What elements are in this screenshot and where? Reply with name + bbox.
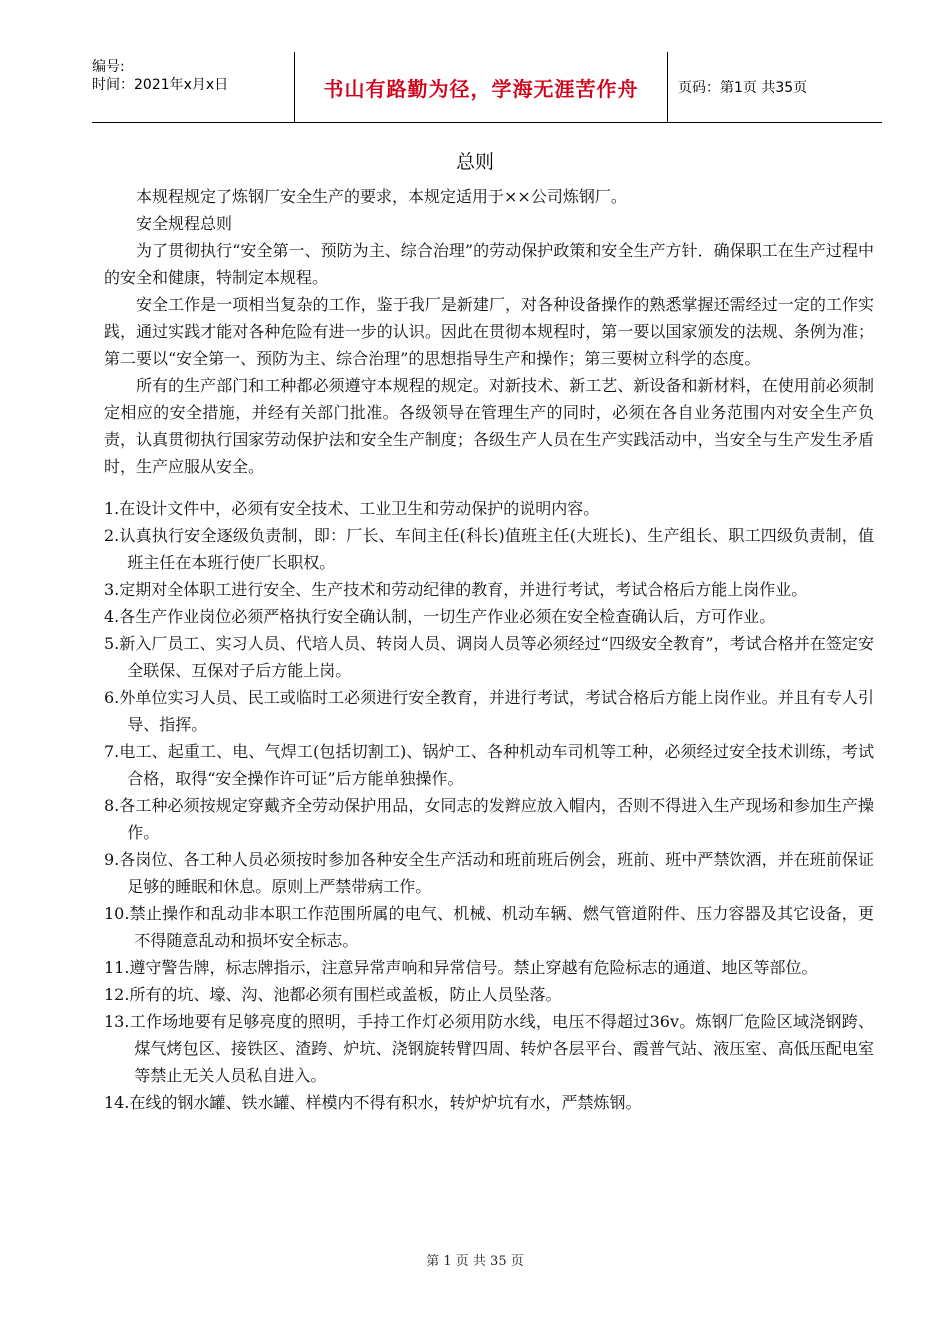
list-item: 6.外单位实习人员、民工或临时工必须进行安全教育，并进行考试，考试合格后方能上岗作业。并且有专人引导、指挥。: [104, 688, 874, 734]
paragraph: 安全规程总则: [136, 214, 233, 233]
list-item: 10.禁止操作和乱动非本职工作范围所属的电气、机械、机动车辆、燃气管道附件、压力容器及其它设备，更不得随意乱动和损坏安全标志。: [104, 904, 874, 950]
list-item: 4.各生产作业岗位必须严格执行安全确认制，一切生产作业必须在安全检查确认后，方可作业。: [104, 607, 776, 626]
list-item: 9.各岗位、各工种人员必须按时参加各种安全生产活动和班前班后例会，班前、班中严禁饮酒，并在班前保证足够的睡眠和休息。原则上严禁带病工作。: [104, 850, 874, 896]
list-item: 12.所有的坑、壕、沟、池都必须有围栏或盖板，防止人员坠落。: [104, 985, 562, 1004]
list-item: 11.遵守警告牌，标志牌指示，注意异常声响和异常信号。禁止穿越有危险标志的通道、地区等部位。: [104, 958, 818, 977]
list-item: 1.在设计文件中，必须有安全技术、工业卫生和劳动保护的说明内容。: [104, 499, 600, 518]
header-page-label: 页码：第1页 共35页: [678, 80, 808, 96]
header-motto-cell: [295, 52, 668, 122]
list-item: 14.在线的钢水罐、铁水罐、样模内不得有积水，转炉炉坑有水，严禁炼钢。: [104, 1093, 642, 1112]
list-item: 13.工作场地要有足够亮度的照明，手持工作灯必须用防水线，电压不得超过36v。炼钢厂危险区域浇钢跨、煤气烤包区、接铁区、渣跨、炉坑、浇钢旋转臂四周、转炉各层平台、霞普气站、液压室、高低压配电室等禁止无关人员私自进入。: [104, 1012, 874, 1085]
document-number-label: 编号:: [92, 59, 125, 75]
document-title: 总则: [455, 151, 494, 173]
paragraph: 所有的生产部门和工种都必须遵守本规程的规定。对新技术、新工艺、新设备和新材料，在使用前必须制定相应的安全措施，并经有关部门批准。各级领导在管理生产的同时，必须在各自业务范围内对安全生产负责，认真贯彻执行国家劳动保护法和安全生产制度；各级生产人员在生产实践活动中，当安全与生产发生矛盾时，生产应服从安全。: [104, 376, 874, 476]
paragraph: 本规程规定了炼钢厂安全生产的要求，本规定适用于××公司炼钢厂。: [136, 187, 627, 206]
page-header: [92, 52, 882, 123]
header-meta: [92, 52, 295, 122]
document-time-label: 时间：2021年x月x日: [92, 77, 229, 93]
list-item: 2.认真执行安全逐级负责制，即：厂长、车间主任(科长)值班主任(大班长)、生产组长、职工四级负责制，值班主任在本班行使厂长职权。: [104, 526, 874, 572]
rules-list: [104, 495, 874, 1116]
document-body: [104, 183, 874, 1116]
list-item: 8.各工种必须按规定穿戴齐全劳动保护用品，女同志的发辫应放入帽内，否则不得进入生产现场和参加生产操作。: [104, 796, 874, 842]
header-motto: 书山有路勤为径，学海无涯苦作舟: [323, 76, 639, 101]
paragraph: 为了贯彻执行“安全第一、预防为主、综合治理”的劳动保护政策和安全生产方针．确保职工在生产过程中的安全和健康，特制定本规程。: [104, 241, 874, 287]
list-item: 5.新入厂员工、实习人员、代培人员、转岗人员、调岗人员等必须经过“四级安全教育”，考试合格并在签定安全联保、互保对子后方能上岗。: [104, 634, 874, 680]
header-page-cell: [668, 52, 882, 122]
list-item: 7.电工、起重工、电、气焊工(包括切割工)、锅炉工、各种机动车司机等工种，必须经过安全技术训练，考试合格，取得“安全操作许可证”后方能单独操作。: [104, 742, 874, 788]
paragraph: 安全工作是一项相当复杂的工作，鉴于我厂是新建厂，对各种设备操作的熟悉掌握还需经过一定的工作实践，通过实践才能对各种危险有进一步的认识。因此在贯彻本规程时，第一要以国家颁发的法规、条例为准；第二要以“安全第一、预防为主、综合治理”的思想指导生产和操作；第三要树立科学的态度。: [104, 295, 874, 368]
page-footer: 第 1 页 共 35 页: [426, 1254, 524, 1269]
list-item: 3.定期对全体职工进行安全、生产技术和劳动纪律的教育，并进行考试，考试合格后方能上岗作业。: [104, 580, 808, 599]
